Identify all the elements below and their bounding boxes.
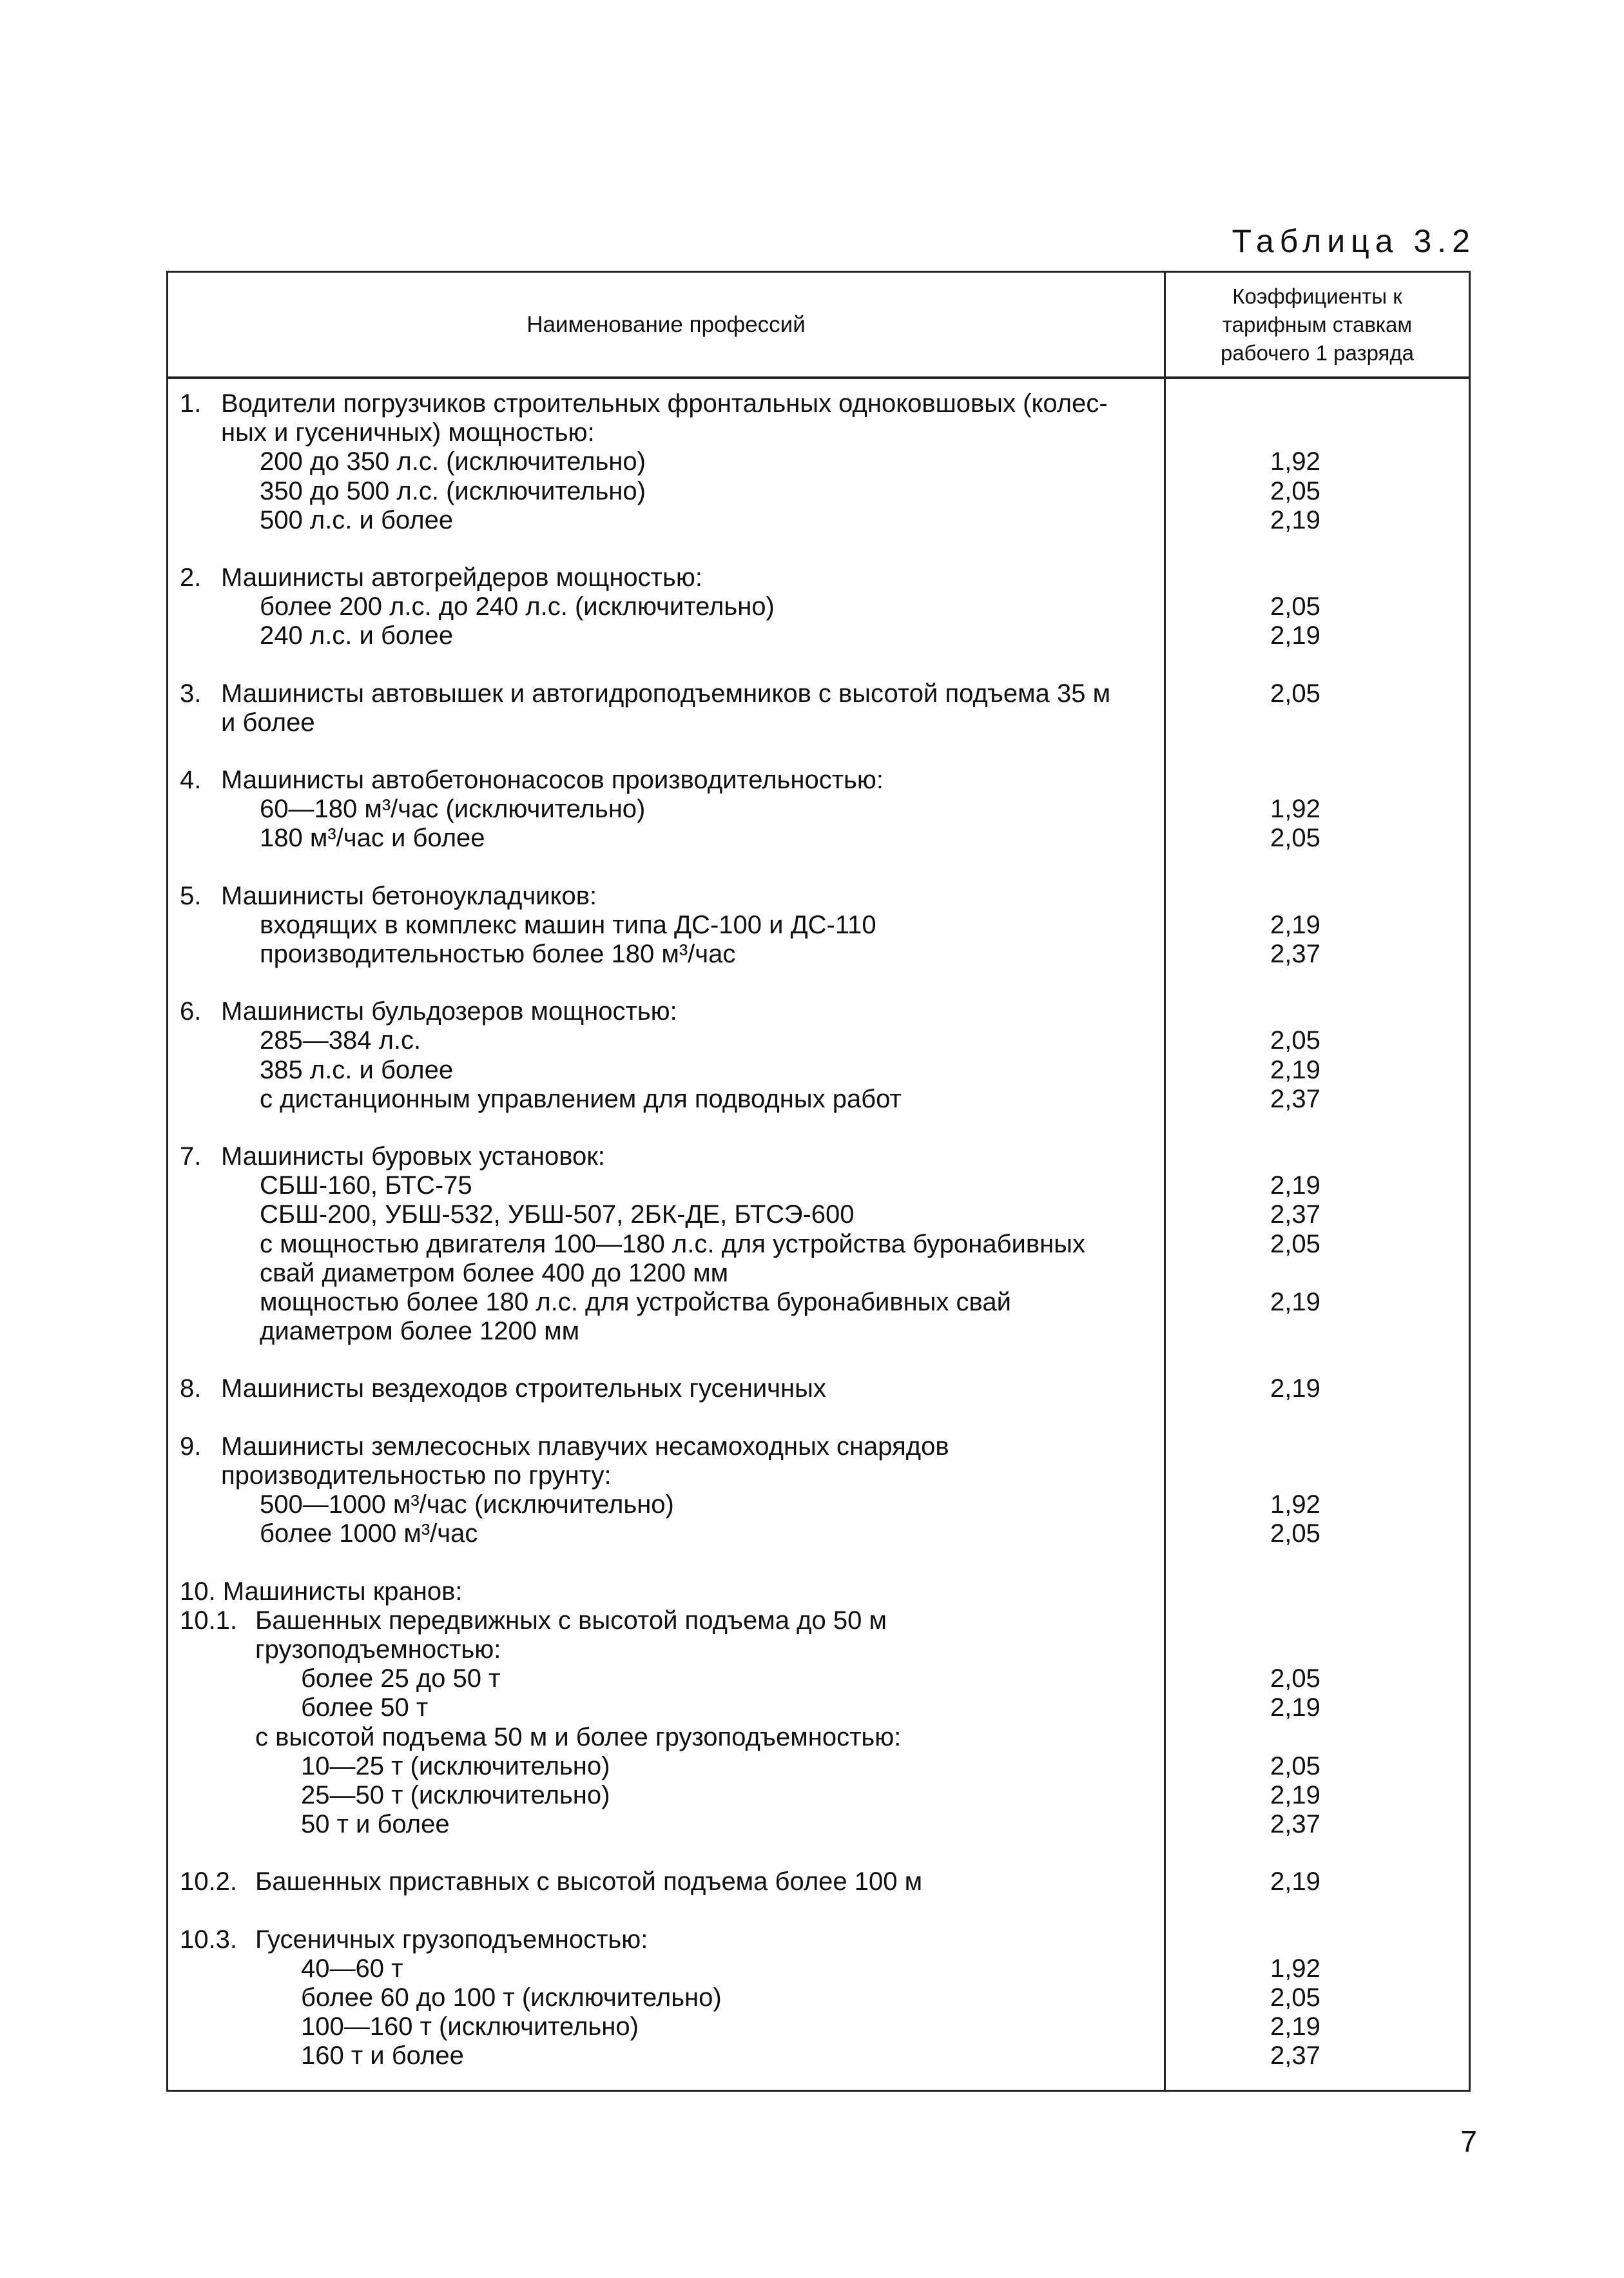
table-row <box>168 1432 1469 1461</box>
row-coefficient: 2,19 <box>1270 1780 1320 1809</box>
row-number: 6. <box>180 997 202 1026</box>
table-row <box>168 940 1469 969</box>
row-coefficient: 2,05 <box>1270 1983 1320 2012</box>
header-coefficient-line: Коэффициенты к <box>1232 284 1402 308</box>
row-text: свай диаметром более 400 до 1200 мм <box>260 1258 729 1287</box>
table-row <box>168 2041 1469 2070</box>
table-row <box>168 389 1469 418</box>
row-text: Машинисты автогрейдеров мощностью: <box>221 563 702 592</box>
row-coefficient: 2,19 <box>1270 1288 1320 1317</box>
row-coefficient: 2,19 <box>1270 1374 1320 1403</box>
row-coefficient: 2,19 <box>1270 1055 1320 1084</box>
row-number: 10.1. <box>180 1606 237 1635</box>
table-row <box>168 1723 1469 1752</box>
table-group <box>168 1925 1469 2071</box>
header-profession-name: Наименование профессий <box>527 311 806 337</box>
row-text: грузоподъемностью: <box>255 1635 501 1664</box>
row-text: Машинисты бетоноукладчиков: <box>221 881 597 910</box>
table-row <box>168 911 1469 940</box>
row-text: Машинисты автовышек и автогидроподъемников с высотой подъема 35 м <box>221 679 1111 708</box>
table-row <box>168 882 1469 911</box>
table-group <box>168 1432 1469 1549</box>
table-row <box>168 1490 1469 1519</box>
row-coefficient: 2,05 <box>1270 1229 1320 1258</box>
table-row <box>168 1142 1469 1171</box>
profession-coefficient-table <box>166 271 1471 2092</box>
table-row <box>168 1056 1469 1085</box>
row-number: 9. <box>180 1432 202 1461</box>
row-text: с дистанционным управлением для подводных работ <box>260 1084 902 1113</box>
table-row <box>168 1983 1469 2012</box>
table-row <box>168 1461 1469 1490</box>
row-number: 5. <box>180 881 202 910</box>
row-coefficient: 2,05 <box>1270 679 1320 708</box>
row-coefficient: 1,92 <box>1270 447 1320 476</box>
table-group <box>168 389 1469 535</box>
header-coefficient <box>1166 273 1469 376</box>
row-text: Машинисты автобетононасосов производительностью: <box>221 766 884 795</box>
table-row <box>168 1925 1469 1954</box>
table-row <box>168 1288 1469 1317</box>
table-group <box>168 563 1469 651</box>
row-text: ных и гусеничных) мощностью: <box>221 418 595 447</box>
row-coefficient: 2,05 <box>1270 1519 1320 1548</box>
row-number: 2. <box>180 563 202 592</box>
table-row <box>168 1200 1469 1229</box>
row-text: мощностью более 180 л.с. для устройства буронабивных свай <box>260 1288 1011 1317</box>
row-text: 60—180 м³/час (исключительно) <box>260 795 646 824</box>
row-text: более 25 до 50 т <box>301 1664 501 1693</box>
table-row <box>168 1026 1469 1055</box>
row-text: 285—384 л.с. <box>260 1026 421 1055</box>
row-coefficient: 2,37 <box>1270 940 1320 969</box>
row-coefficient: 2,37 <box>1270 1084 1320 1113</box>
row-text: 50 т и более <box>301 1810 450 1839</box>
row-coefficient: 2,05 <box>1270 1664 1320 1693</box>
row-coefficient: 1,92 <box>1270 1490 1320 1519</box>
row-number: 1. <box>180 389 202 418</box>
row-coefficient: 2,05 <box>1270 824 1320 853</box>
row-text: диаметром более 1200 мм <box>260 1317 580 1346</box>
row-coefficient: 2,37 <box>1270 1200 1320 1229</box>
row-coefficient: 2,05 <box>1270 1026 1320 1055</box>
row-text: и более <box>221 708 315 737</box>
row-text: Башенных передвижных с высотой подъема до 50 м <box>255 1606 887 1635</box>
row-coefficient: 2,37 <box>1270 2041 1320 2070</box>
row-coefficient: 2,37 <box>1270 1810 1320 1839</box>
row-coefficient: 2,19 <box>1270 1171 1320 1200</box>
table-row <box>168 1954 1469 1983</box>
row-number: 4. <box>180 766 202 795</box>
table-row <box>168 1085 1469 1114</box>
table-row <box>168 477 1469 506</box>
row-text: 160 т и более <box>301 2041 464 2070</box>
table-row <box>168 1693 1469 1722</box>
table-group <box>168 882 1469 969</box>
row-text: более 200 л.с. до 240 л.с. (исключительно) <box>260 592 775 621</box>
table-row <box>168 679 1469 708</box>
row-text: более 50 т <box>301 1693 429 1722</box>
table-row <box>168 418 1469 447</box>
table-row <box>168 1171 1469 1200</box>
row-text: более 60 до 100 т (исключительно) <box>301 1983 722 2012</box>
table-group <box>168 1577 1469 1840</box>
table-body <box>168 379 1469 2099</box>
row-text: Машинисты землесосных плавучих несамоходных снарядов <box>221 1432 949 1461</box>
table-header <box>168 273 1469 379</box>
table-row <box>168 1867 1469 1896</box>
row-text: Гусеничных грузоподъемностью: <box>255 1925 648 1954</box>
table-caption: Таблица 3.2 <box>1232 223 1476 259</box>
table-row <box>168 447 1469 476</box>
row-text: Машинисты буровых установок: <box>221 1142 605 1171</box>
table-row <box>168 1635 1469 1664</box>
row-text: входящих в комплекс машин типа ДС-100 и ДС-110 <box>260 910 876 939</box>
row-coefficient: 1,92 <box>1270 1954 1320 1983</box>
table-row <box>168 592 1469 621</box>
row-coefficient: 2,05 <box>1270 592 1320 621</box>
row-text: Водители погрузчиков строительных фронтальных одноковшовых (колес- <box>221 389 1108 418</box>
row-number: 8. <box>180 1374 202 1403</box>
row-number: 10. Машинисты кранов: <box>180 1577 463 1606</box>
header-coefficient-line: тарифным ставкам <box>1222 312 1413 336</box>
table-row <box>168 1664 1469 1693</box>
row-text: 350 до 500 л.с. (исключительно) <box>260 476 646 505</box>
row-text: 385 л.с. и более <box>260 1055 454 1084</box>
row-text: 180 м³/час и более <box>260 824 485 853</box>
row-number: 10.3. <box>180 1925 237 1954</box>
table-row <box>168 997 1469 1026</box>
row-text: с мощностью двигателя 100—180 л.с. для устройства буронабивных <box>260 1229 1085 1258</box>
table-row <box>168 1317 1469 1346</box>
table-row <box>168 1259 1469 1288</box>
table-row <box>168 1781 1469 1810</box>
table-row <box>168 1606 1469 1635</box>
row-text: 500—1000 м³/час (исключительно) <box>260 1490 674 1519</box>
row-text: с высотой подъема 50 м и более грузоподъемностью: <box>255 1722 902 1751</box>
table-group <box>168 1867 1469 1896</box>
table-row <box>168 1577 1469 1606</box>
row-text: 40—60 т <box>301 1954 403 1983</box>
table-row <box>168 563 1469 592</box>
row-number: 10.2. <box>180 1867 237 1896</box>
table-row <box>168 1752 1469 1781</box>
table-row <box>168 621 1469 650</box>
row-coefficient: 2,19 <box>1270 505 1320 534</box>
row-text: производительностью по грунту: <box>221 1461 612 1490</box>
row-coefficient: 1,92 <box>1270 795 1320 824</box>
table-group <box>168 1142 1469 1346</box>
table-row <box>168 766 1469 795</box>
table-row <box>168 1519 1469 1548</box>
table-row <box>168 1374 1469 1403</box>
table-group <box>168 997 1469 1114</box>
row-text: производительностью более 180 м³/час <box>260 940 736 969</box>
row-text: 200 до 350 л.с. (исключительно) <box>260 447 646 476</box>
row-coefficient: 2,19 <box>1270 910 1320 939</box>
table-row <box>168 824 1469 853</box>
row-text: 25—50 т (исключительно) <box>301 1780 610 1809</box>
table-row <box>168 1810 1469 1839</box>
row-text: 240 л.с. и более <box>260 621 454 650</box>
row-text: Башенных приставных с высотой подъема более 100 м <box>255 1867 923 1896</box>
row-text: 100—160 т (исключительно) <box>301 2012 639 2041</box>
row-coefficient: 2,19 <box>1270 1867 1320 1896</box>
table-row <box>168 708 1469 737</box>
table-row <box>168 1230 1469 1259</box>
row-number: 3. <box>180 679 202 708</box>
page-number: 7 <box>1460 2125 1477 2158</box>
table-row <box>168 795 1469 824</box>
row-coefficient: 2,19 <box>1270 1693 1320 1722</box>
row-coefficient: 2,19 <box>1270 2012 1320 2041</box>
row-coefficient: 2,19 <box>1270 621 1320 650</box>
table-row <box>168 506 1469 535</box>
table-row <box>168 2012 1469 2041</box>
row-text: более 1000 м³/час <box>260 1519 478 1548</box>
header-coefficient-line: рабочего 1 разряда <box>1220 340 1415 365</box>
row-coefficient: 2,05 <box>1270 476 1320 505</box>
row-text: СБШ-200, УБШ-532, УБШ-507, 2БК-ДЕ, БТСЭ-600 <box>260 1200 855 1229</box>
row-coefficient: 2,05 <box>1270 1751 1320 1780</box>
row-text: СБШ-160, БТС-75 <box>260 1171 472 1200</box>
table-group <box>168 766 1469 853</box>
row-text: Машинисты вездеходов строительных гусеничных <box>221 1374 826 1403</box>
row-text: 10—25 т (исключительно) <box>301 1751 610 1780</box>
table-group <box>168 679 1469 737</box>
row-number: 7. <box>180 1142 202 1171</box>
row-text: 500 л.с. и более <box>260 505 454 534</box>
row-text: Машинисты бульдозеров мощностью: <box>221 997 677 1026</box>
table-group <box>168 1374 1469 1403</box>
